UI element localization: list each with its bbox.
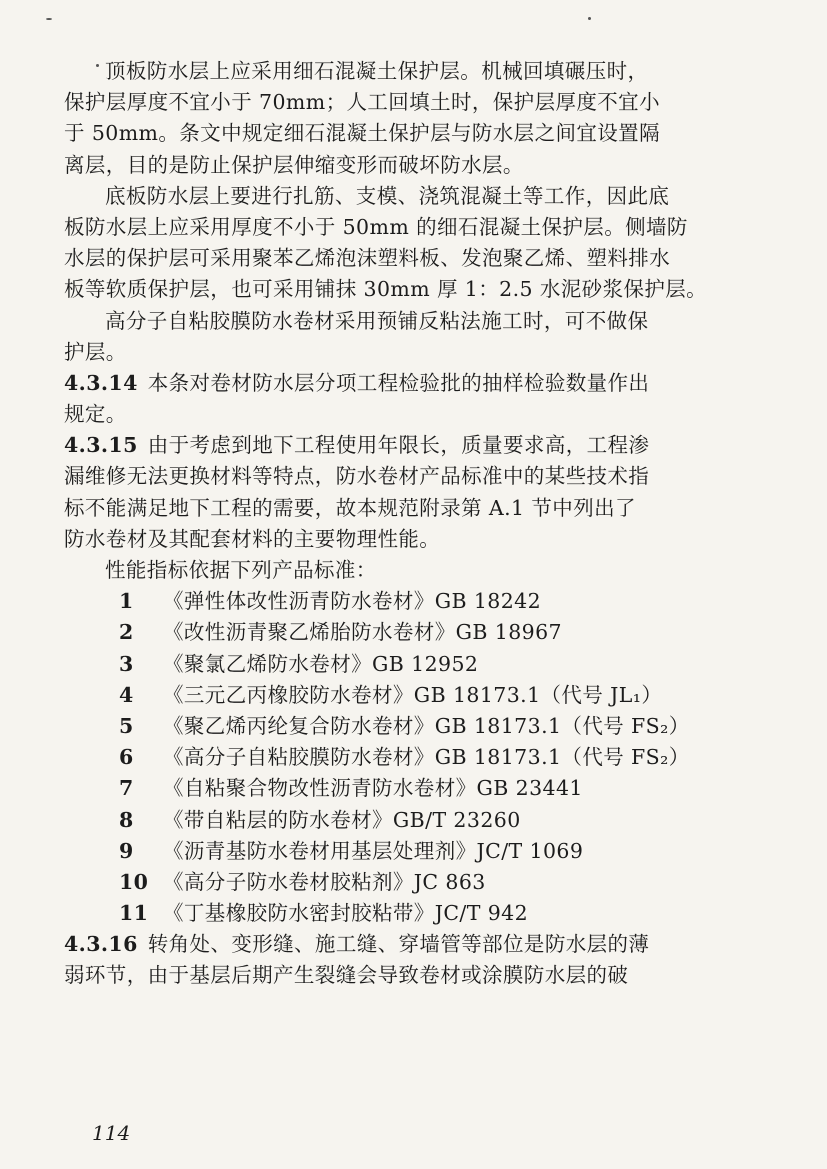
list-text: 《聚氯乙烯防水卷材》GB 12952 — [163, 651, 479, 676]
paragraph-line: 弱环节，由于基层后期产生裂缝会导致卷材或涂膜防水层的破 — [64, 963, 629, 988]
scan-speck — [96, 64, 99, 67]
list-number: 11 — [119, 901, 149, 926]
list-item — [64, 617, 754, 648]
section-4-3-16 — [64, 929, 754, 960]
list-text: 《高分子自粘胶膜防水卷材》GB 18173.1（代号 FS₂） — [163, 745, 690, 770]
list-number: 5 — [119, 713, 134, 738]
page-number: 114 — [92, 1121, 131, 1145]
list-item — [64, 773, 754, 804]
paragraph-line: 板等软质保护层，也可采用铺抹 30mm 厚 1：2.5 水泥砂浆保护层。 — [64, 277, 708, 302]
section-text: 本条对卷材防水层分项工程检验批的抽样检验数量作出 — [147, 370, 650, 395]
paragraph-line: 水层的保护层可采用聚苯乙烯泡沫塑料板、发泡聚乙烯、塑料排水 — [64, 246, 671, 271]
standards-list — [64, 586, 754, 929]
list-item — [64, 898, 754, 929]
list-item — [64, 805, 754, 836]
list-item — [64, 742, 754, 773]
list-number: 9 — [119, 838, 134, 863]
section-number: 4.3.15 — [64, 433, 138, 458]
list-text: 《高分子防水卷材胶粘剂》JC 863 — [163, 869, 486, 894]
paragraph-line: 规定。 — [64, 402, 127, 427]
list-item — [64, 867, 754, 898]
section-4-3-14 — [64, 368, 754, 399]
section-number: 4.3.16 — [64, 932, 138, 957]
list-item — [64, 680, 754, 711]
list-number: 10 — [119, 869, 149, 894]
list-number: 8 — [119, 807, 134, 832]
list-text: 《弹性体改性沥青防水卷材》GB 18242 — [163, 589, 542, 614]
paragraph-line: 于 50mm。条文中规定细石混凝土保护层与防水层之间宜设置隔 — [64, 121, 660, 146]
list-item — [64, 586, 754, 617]
section-4-3-15 — [64, 430, 754, 461]
list-text: 《丁基橡胶防水密封胶粘带》JC/T 942 — [163, 901, 529, 926]
paragraph-line: 护层。 — [64, 339, 127, 364]
list-item — [64, 649, 754, 680]
list-item — [64, 711, 754, 742]
list-number: 1 — [119, 589, 134, 614]
list-text: 《聚乙烯丙纶复合防水卷材》GB 18173.1（代号 FS₂） — [163, 713, 690, 738]
section-text: 由于考虑到地下工程使用年限长，质量要求高，工程渗 — [147, 433, 650, 458]
paragraph-line: 标不能满足地下工程的需要，故本规范附录第 A.1 节中列出了 — [64, 495, 636, 520]
paragraph-line: 高分子自粘胶膜防水卷材采用预铺反粘法施工时，可不做保 — [105, 308, 649, 333]
scan-speck — [588, 17, 591, 20]
standards-intro: 性能指标依据下列产品标准： — [105, 558, 377, 582]
section-text: 转角处、变形缝、施工缝、穿墙管等部位是防水层的薄 — [147, 932, 650, 957]
list-text: 《自粘聚合物改性沥青防水卷材》GB 23441 — [163, 776, 583, 801]
paragraph-line: 离层，目的是防止保护层伸缩变形而破坏防水层。 — [64, 152, 524, 177]
list-number: 3 — [119, 651, 134, 676]
list-item — [64, 836, 754, 867]
scan-speck — [46, 18, 52, 20]
list-text: 《带自粘层的防水卷材》GB/T 23260 — [163, 807, 521, 832]
paragraph-line: 板防水层上应采用厚度不小于 50mm 的细石混凝土保护层。侧墙防 — [64, 214, 688, 239]
section-number: 4.3.14 — [64, 370, 138, 395]
list-text: 《沥青基防水卷材用基层处理剂》JC/T 1069 — [163, 838, 584, 863]
page-body — [64, 56, 754, 992]
list-text: 《三元乙丙橡胶防水卷材》GB 18173.1（代号 JL₁） — [163, 682, 663, 707]
list-number: 6 — [119, 745, 134, 770]
list-text: 《改性沥青聚乙烯胎防水卷材》GB 18967 — [163, 620, 562, 645]
paragraph-line: 保护层厚度不宜小于 70mm；人工回填土时，保护层厚度不宜小 — [64, 90, 660, 115]
paragraph-line: 底板防水层上要进行扎筋、支模、浇筑混凝土等工作，因此底 — [105, 183, 670, 208]
paragraph-line: 漏维修无法更换材料等特点，防水卷材产品标准中的某些技术指 — [64, 464, 650, 489]
list-number: 2 — [119, 620, 134, 645]
list-number: 4 — [119, 682, 134, 707]
paragraph-line: 防水卷材及其配套材料的主要物理性能。 — [64, 526, 441, 551]
list-number: 7 — [119, 776, 134, 801]
paragraph-line: 顶板防水层上应采用细石混凝土保护层。机械回填碾压时， — [105, 59, 649, 83]
